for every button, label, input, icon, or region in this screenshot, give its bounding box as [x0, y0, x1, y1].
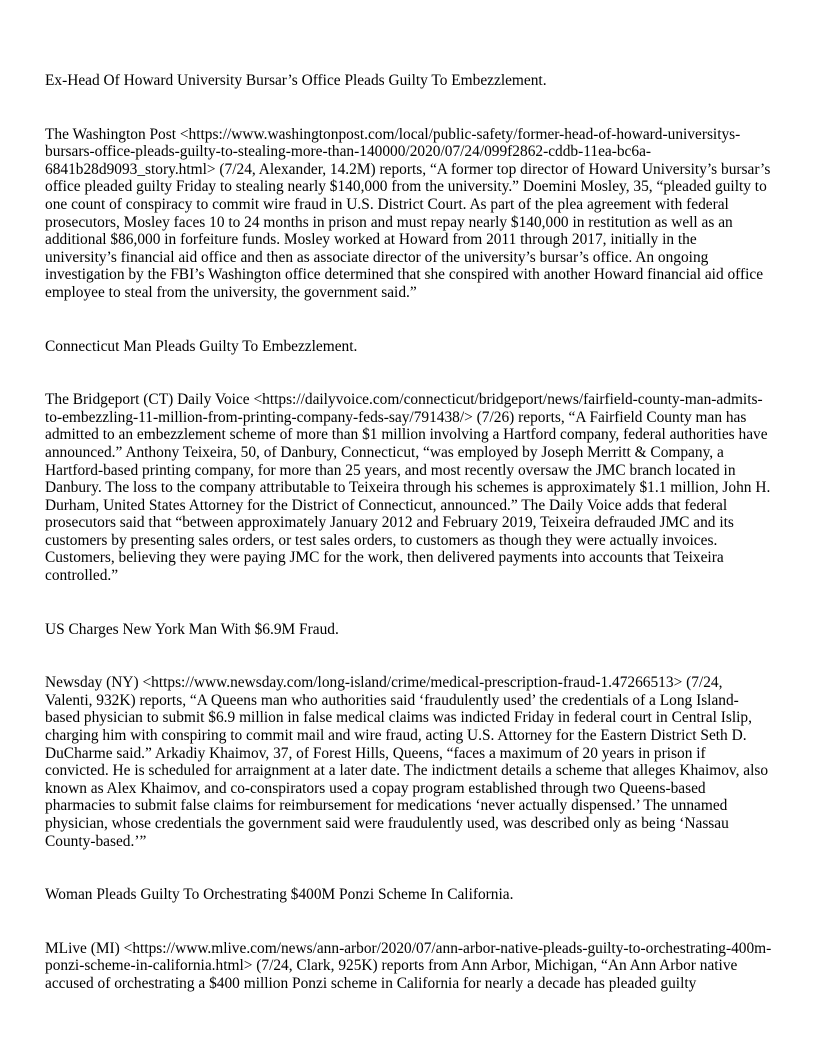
article-headline: Ex-Head Of Howard University Bursar’s Office Pleads Guilty To Embezzlement. — [45, 72, 547, 89]
article-body: Newsday (NY) <https://www.newsday.com/long-island/crime/medical-prescription-fraud-1.47266513> (7/24, Valenti, 932K) reports, “A Queens man who authorities said ‘fraudulently used’ the credentials of a Long Island-based physician to submit $6.9 million in false medical claims was indicted Friday in federal court in Central Islip, charging him with conspiring to commit mail and wire fraud, acting U.S. Attorney for the Eastern District Seth D. DuCharme said.” Arkadiy Khaimov, 37, of Forest Hills, Queens, “faces a maximum of 20 years in prison if convicted. He is scheduled for arraignment at a later date. The indictment details a scheme that alleges Khaimov, also known as Alex Khaimov, and co-conspirators used a copay program established through two Queens-based pharmacies to submit false claims for reimbursement for medications ‘never actually dispensed.’ The unnamed physician, whose credentials the government said were fraudulently used, was described only as being ‘Nassau County-based.’” — [45, 674, 769, 850]
article — [45, 886, 772, 992]
article-headline: Connecticut Man Pleads Guilty To Embezzlement. — [45, 337, 358, 355]
article — [45, 72, 772, 302]
article — [45, 338, 772, 585]
article-headline: US Charges New York Man With $6.9M Fraud. — [45, 620, 339, 638]
article — [45, 621, 772, 851]
article-body: The Bridgeport (CT) Daily Voice <https://dailyvoice.com/connecticut/bridgeport/news/fairfield-county-man-admits-to-embezzling-11-million-from-printing-company-feds-say/791438/> (7/26) reports, “A Fairfield County man has admitted to an embezzlement scheme of more than $1 million involving a Hartford company, federal authorities have announced.” Anthony Teixeira, 50, of Danbury, Connecticut, “was employed by Joseph Merritt & Company, a Hartford-based printing company, for more than 25 years, and most recently oversaw the JMC branch located in Danbury. The loss to the company attributable to Teixeira through his schemes is approximately $1.1 million, John H. Durham, United States Attorney for the District of Connecticut, announced.” The Daily Voice adds that federal prosecutors said that “between approximately January 2012 and February 2019, Teixeira defrauded JMC and its customers by presenting sales orders, or test sales orders, to customers as though they were actually invoices. Customers, believing they were paying JMC for the work, then delivered payments into accounts that Teixeira controlled.” — [45, 391, 771, 585]
article-headline: Woman Pleads Guilty To Orchestrating $400M Ponzi Scheme In California. — [45, 886, 514, 904]
document-page — [45, 72, 772, 1029]
article-body: MLive (MI) <https://www.mlive.com/news/ann-arbor/2020/07/ann-arbor-native-pleads-guilty-to-orchestrating-400m-ponzi-scheme-in-california.html> (7/24, Clark, 925K) reports from Ann Arbor, Michigan, “An Ann Arbor native accused of orchestrating a $400 million Ponzi scheme in California for nearly a decade has pleaded guilty — [45, 939, 772, 992]
article-body: The Washington Post <https://www.washingtonpost.com/local/public-safety/former-head-of-howard-universitys-bursars-office-pleads-guilty-to-stealing-more-than-140000/2020/07/24/099f2862-cddb-11ea-bc6a-6841b28d9093_story.html> (7/24, Alexander, 14.2M) reports, “A former top director of Howard University’s bursar’s office pleaded guilty Friday to stealing nearly $140,000 from the university.” Doemini Mosley, 35, “pleaded guilty to one count of conspiracy to commit wire fraud in U.S. District Court. As part of the plea agreement with federal prosecutors, Mosley faces 10 to 24 months in prison and must repay nearly $140,000 in restitution as well as an additional $86,000 in forfeiture funds. Mosley worked at Howard from 2011 through 2017, initially in the university’s financial aid office and then as associate director of the university’s bursar’s office. An ongoing investigation by the FBI’s Washington office determined that she conspired with another Howard financial aid office employee to steal from the university, the government said.” — [45, 125, 771, 301]
